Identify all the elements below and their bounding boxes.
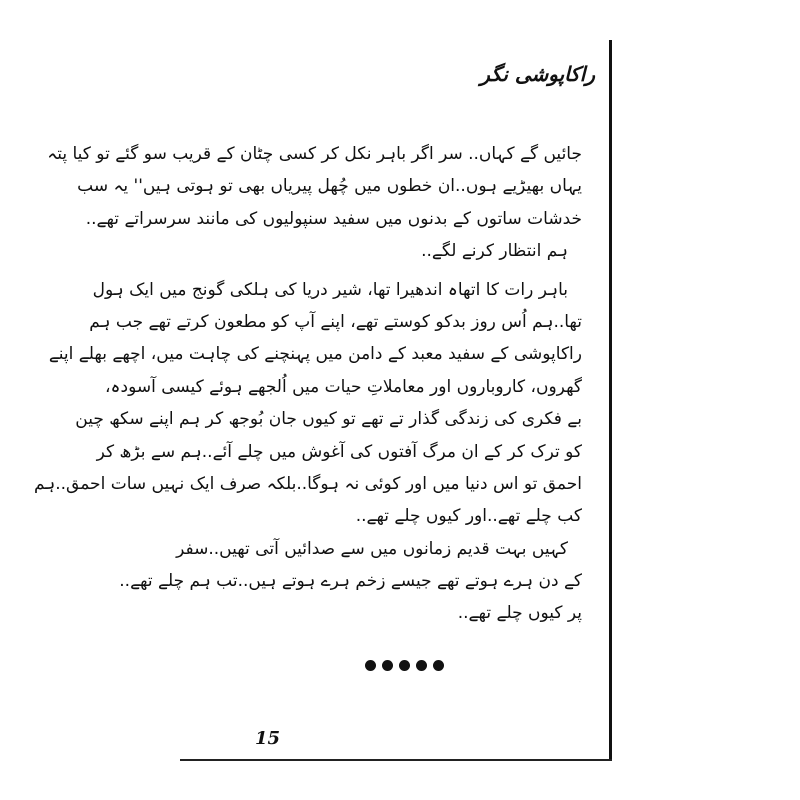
dot (433, 660, 444, 671)
text-line: جائیں گے کہاں.. سر اگر باہر نکل کر کسی چٹان کے قریب سو گئے تو کیا پتہ (47, 144, 582, 164)
text-line: گھروں، کاروباروں اور معاملاتِ حیات میں اُلجھے ہوئے کیسی آسودہ، (105, 376, 582, 397)
text-line: کہیں بہت قدیم زمانوں میں سے صدائیں آتی تھیں..سفر (176, 538, 568, 559)
text-line: پر کیوں چلے تھے.. (457, 603, 582, 624)
text-line: کب چلے تھے..اور کیوں چلے تھے.. (355, 506, 582, 527)
dot (399, 660, 410, 671)
dot (382, 660, 393, 671)
text-line: تھا..ہم اُس روز بدکو کوستے تھے، اپنے آپ کو مطعون کرتے تھے جب ہم (89, 311, 582, 332)
body-text (33, 138, 582, 630)
text-line: ہم انتظار کرنے لگے.. (421, 241, 568, 262)
text-line: راکاپوشی کے سفید معبد کے دامن میں پہنچنے کی چاہت میں، اچھے بھلے اپنے (48, 344, 582, 365)
text-line: یہاں بھیڑیے ہوں..ان خطوں میں چُھل پیریاں بھی تو ہوتی ہیں'' یہ سب (77, 176, 582, 197)
text-line: باہر رات کا اتھاہ اندھیرا تھا، شیر دریا کی ہلکی گونج میں ایک ہول (92, 279, 568, 300)
running-header: راکاپوشی نگر (480, 62, 595, 86)
text-line: خدشات ساتوں کے بدنوں میں سفید سنپولیوں کی مانند سرسراتے تھے.. (85, 208, 582, 229)
page-edge-right (609, 40, 612, 760)
dot (416, 660, 427, 671)
page-edge-bottom (180, 759, 612, 761)
text-line: احمق تو اس دنیا میں اور کوئی نہ ہوگا..بلکہ صرف ایک نہیں سات احمق..ہم (33, 473, 582, 494)
text-line: کے دن ہرے ہوتے تھے جیسے زخم ہرے ہوتے ہیں..تب ہم چلے تھے.. (119, 571, 582, 592)
dot (365, 660, 376, 671)
text-line: کو ترک کر کے ان مرگ آفتوں کی آغوش میں چلے آئے..ہم سے بڑھ کر (96, 441, 582, 462)
page-number: 15 (255, 728, 281, 749)
five-dots-ornament-icon (365, 660, 444, 671)
text-line: بے فکری کی زندگی گذار تے تھے تو کیوں جان بُوجھ کر ہم اپنے سکھ چین (75, 409, 582, 430)
